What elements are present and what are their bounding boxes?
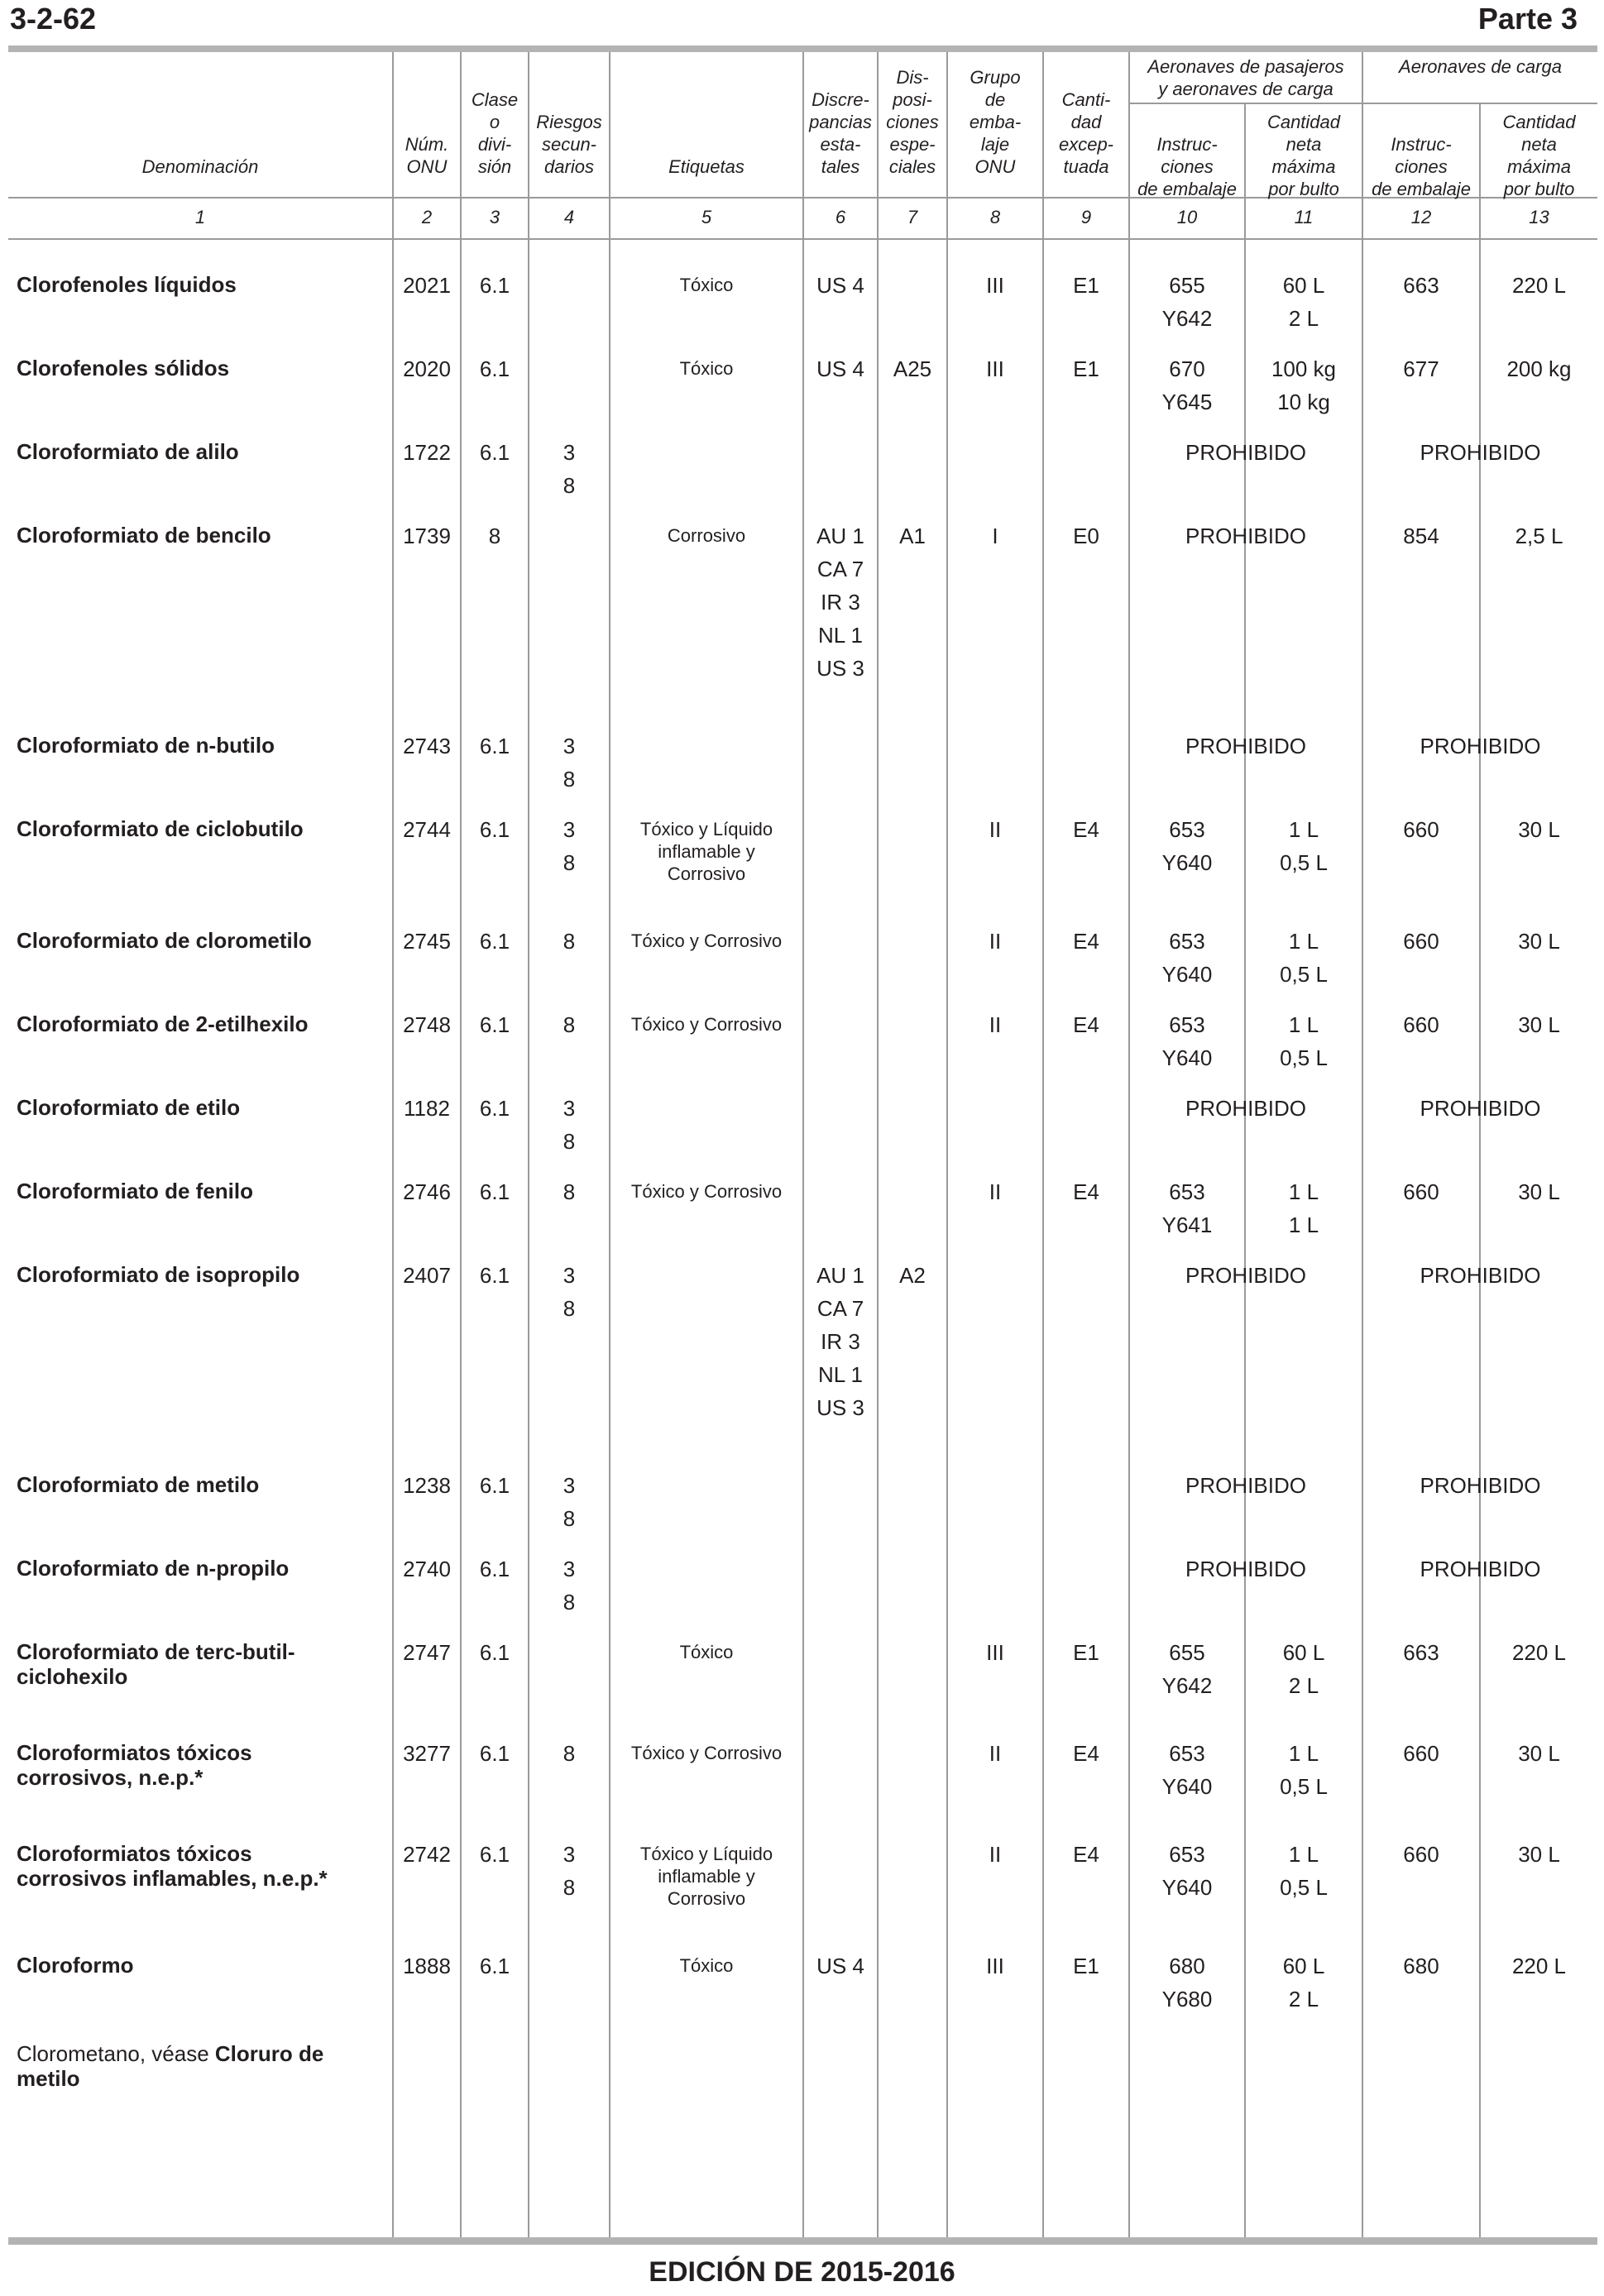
class-division: 6.1: [479, 356, 510, 381]
footer-edition: EDICIÓN DE 2015-2016: [649, 2256, 955, 2288]
un-number: 2744: [403, 817, 451, 842]
state-variations: AU 1 CA 7 IR 3 NL 1 US 3: [816, 1263, 864, 1420]
class-division: 6.1: [479, 817, 510, 842]
packing-group: III: [986, 273, 1004, 298]
packing-group: II: [989, 817, 1002, 842]
cargo-packing-instruction: 663: [1403, 1640, 1439, 1665]
hazard-labels: Tóxico y Corrosivo: [630, 1181, 783, 1202]
header-etiquetas: Etiquetas: [668, 156, 745, 177]
passenger-max-net-quantity: 60 L 2 L: [1282, 1640, 1325, 1698]
passenger-max-net-quantity: 1 L 0,5 L: [1280, 1842, 1328, 1900]
subsidiary-risks: 3 8: [563, 1557, 576, 1614]
cargo-packing-instruction: 660: [1403, 1012, 1439, 1037]
class-division: 6.1: [479, 929, 510, 954]
header-instrucciones-carga: Instruc- ciones de embalaje: [1372, 134, 1471, 199]
subsidiary-risks: 8: [563, 1012, 576, 1037]
cargo-max-net-quantity: 220 L: [1511, 273, 1567, 298]
class-division: 6.1: [479, 1640, 510, 1665]
subsidiary-risks: 3 8: [563, 1096, 576, 1154]
passenger-packing-instruction: 653 Y640: [1161, 817, 1213, 875]
cargo-prohibited: PROHIBIDO: [1420, 1096, 1541, 1121]
un-number: 2020: [403, 356, 451, 381]
cargo-prohibited: PROHIBIDO: [1420, 1263, 1541, 1288]
un-number: 1888: [403, 1954, 451, 1978]
header-grupo: Grupo de emba- laje ONU: [969, 67, 1022, 177]
cargo-max-net-quantity: 220 L: [1511, 1954, 1567, 1978]
cross-reference: [17, 2041, 323, 2091]
cargo-packing-instruction: 663: [1403, 273, 1439, 298]
passenger-packing-instruction: 653 Y640: [1161, 929, 1213, 987]
packing-group: III: [986, 1640, 1004, 1665]
cargo-packing-instruction: 660: [1403, 1741, 1439, 1766]
excepted-quantity: E1: [1073, 356, 1099, 381]
subsidiary-risks: 3 8: [563, 817, 576, 875]
excepted-quantity: E4: [1073, 1741, 1099, 1766]
substance-name: Cloroformiato de 2-etilhexilo: [17, 1012, 309, 1036]
state-variations: AU 1 CA 7 IR 3 NL 1 US 3: [816, 524, 864, 681]
cargo-prohibited: PROHIBIDO: [1420, 1557, 1541, 1581]
hazard-labels: Tóxico y Líquido inflamable y Corrosivo: [639, 819, 773, 884]
un-number: 1739: [403, 524, 451, 548]
passenger-prohibited: PROHIBIDO: [1185, 524, 1306, 548]
un-number: 2745: [403, 929, 451, 954]
hazard-labels: Tóxico: [679, 358, 734, 379]
packing-group: I: [992, 524, 998, 548]
cargo-packing-instruction: 677: [1403, 356, 1439, 381]
passenger-max-net-quantity: 1 L 0,5 L: [1280, 1741, 1328, 1799]
passenger-prohibited: PROHIBIDO: [1185, 1473, 1306, 1498]
un-number: 2746: [403, 1179, 451, 1204]
cargo-packing-instruction: 660: [1403, 817, 1439, 842]
column-number: 3: [489, 207, 500, 227]
subsidiary-risks: 3 8: [563, 1842, 576, 1900]
un-number: 1182: [404, 1096, 450, 1121]
header-denominacion: Denominación: [141, 156, 259, 177]
state-variations: US 4: [816, 1954, 864, 1978]
subsidiary-risks: 8: [563, 1741, 576, 1766]
substance-name: Cloroformiato de metilo: [17, 1472, 260, 1497]
substance-name: Cloroformiato de n-propilo: [17, 1556, 290, 1581]
bottom-rule: [8, 2237, 1597, 2245]
substance-name: Cloroformiato de bencilo: [17, 523, 271, 548]
cargo-packing-instruction: 854: [1403, 524, 1439, 548]
class-division: 6.1: [479, 1954, 510, 1978]
passenger-max-net-quantity: 1 L 1 L: [1288, 1179, 1319, 1237]
un-number: 1722: [403, 440, 451, 465]
passenger-packing-instruction: 680 Y680: [1161, 1954, 1213, 2011]
state-variations: US 4: [816, 356, 864, 381]
class-division: 6.1: [479, 1473, 510, 1498]
packing-group: III: [986, 1954, 1004, 1978]
hazard-labels: Corrosivo: [667, 525, 746, 546]
passenger-packing-instruction: 653 Y640: [1161, 1012, 1213, 1070]
un-number: 2407: [403, 1263, 451, 1288]
cargo-max-net-quantity: 30 L: [1518, 1012, 1560, 1037]
subsidiary-risks: 3 8: [563, 1473, 576, 1531]
hazard-labels: Tóxico y Líquido inflamable y Corrosivo: [639, 1844, 773, 1909]
substance-name: Cloroformo: [17, 1953, 134, 1978]
passenger-prohibited: PROHIBIDO: [1185, 440, 1306, 465]
substance-name: Cloroformiato de clorometilo: [17, 928, 312, 953]
header-disposiciones: Dis- posi- ciones espe- ciales: [886, 67, 939, 177]
column-number: 6: [835, 207, 846, 227]
substance-name: Cloroformiato de isopropilo: [17, 1262, 300, 1287]
excepted-quantity: E1: [1073, 1954, 1099, 1978]
special-provisions: A2: [899, 1263, 926, 1288]
hazard-labels: Tóxico y Corrosivo: [630, 930, 783, 951]
cargo-packing-instruction: 660: [1403, 1179, 1439, 1204]
un-number: 2740: [403, 1557, 451, 1581]
cargo-packing-instruction: 660: [1403, 1842, 1439, 1867]
excepted-quantity: E4: [1073, 817, 1099, 842]
hazard-labels: Tóxico: [679, 275, 734, 295]
cargo-packing-instruction: 680: [1403, 1954, 1439, 1978]
page-number: 3-2-62: [10, 2, 97, 36]
subsidiary-risks: 8: [563, 1179, 576, 1204]
column-number: 9: [1080, 207, 1092, 227]
passenger-prohibited: PROHIBIDO: [1185, 1557, 1306, 1581]
substance-name: Cloroformiato de alilo: [17, 439, 239, 464]
substance-name: Cloroformiato de fenilo: [17, 1179, 253, 1203]
header-riesgos: Riesgos secun- darios: [536, 112, 602, 177]
passenger-packing-instruction: 655 Y642: [1161, 1640, 1213, 1698]
cargo-prohibited: PROHIBIDO: [1420, 1473, 1541, 1498]
substance-name: Cloroformiato de n-butilo: [17, 733, 275, 758]
cargo-max-net-quantity: 2,5 L: [1515, 524, 1563, 548]
class-division: 6.1: [479, 1557, 510, 1581]
passenger-packing-instruction: 653 Y640: [1161, 1741, 1213, 1799]
header-aeronaves-pasajeros: Aeronaves de pasajeros y aeronaves de carga: [1147, 56, 1344, 99]
subsidiary-risks: 8: [563, 929, 576, 954]
column-number: 7: [907, 207, 918, 227]
packing-group: III: [986, 356, 1004, 381]
substance-name: Clorofenoles líquidos: [17, 272, 237, 297]
passenger-max-net-quantity: 60 L 2 L: [1282, 273, 1325, 331]
excepted-quantity: E1: [1073, 273, 1099, 298]
part-label: Parte 3: [1477, 2, 1578, 36]
column-number: 1: [194, 207, 206, 227]
passenger-packing-instruction: 653 Y640: [1161, 1842, 1213, 1900]
column-number: 4: [563, 207, 575, 227]
header-clase: Clase o divi- sión: [471, 89, 519, 177]
excepted-quantity: E4: [1073, 1179, 1099, 1204]
un-number: 2748: [403, 1012, 451, 1037]
passenger-max-net-quantity: 1 L 0,5 L: [1280, 1012, 1328, 1070]
class-division: 6.1: [479, 1179, 510, 1204]
cargo-max-net-quantity: 30 L: [1518, 1842, 1560, 1867]
subsidiary-risks: 3 8: [563, 1263, 576, 1321]
passenger-prohibited: PROHIBIDO: [1185, 1096, 1306, 1121]
cargo-max-net-quantity: 30 L: [1518, 817, 1560, 842]
packing-group: II: [989, 1012, 1002, 1037]
special-provisions: A1: [899, 524, 926, 548]
class-division: 6.1: [479, 273, 510, 298]
cargo-max-net-quantity: 200 kg: [1506, 356, 1572, 381]
cargo-max-net-quantity: 30 L: [1518, 1179, 1560, 1204]
class-division: 6.1: [479, 1842, 510, 1867]
passenger-prohibited: PROHIBIDO: [1185, 734, 1306, 758]
excepted-quantity: E4: [1073, 929, 1099, 954]
packing-group: II: [989, 1741, 1002, 1766]
column-number: 12: [1410, 207, 1432, 227]
passenger-max-net-quantity: 1 L 0,5 L: [1280, 817, 1328, 875]
column-number: 2: [421, 207, 433, 227]
cross-reference-link[interactable]: Cloruro de metilo: [17, 2041, 324, 2091]
passenger-max-net-quantity: 100 kg 10 kg: [1271, 356, 1337, 414]
header-discrepancias: Discre- pancias esta- tales: [809, 89, 872, 177]
hazard-labels: Tóxico: [679, 1642, 734, 1662]
subsidiary-risks: 3 8: [563, 734, 576, 792]
column-number: 5: [701, 207, 712, 227]
class-division: 6.1: [479, 1263, 510, 1288]
column-number: 10: [1176, 207, 1198, 227]
class-division: 6.1: [479, 440, 510, 465]
un-number: 1238: [403, 1473, 451, 1498]
passenger-packing-instruction: 653 Y641: [1161, 1179, 1213, 1237]
header-cantidad-exceptuada: Canti- dad excep- tuada: [1058, 89, 1114, 177]
class-division: 6.1: [479, 734, 510, 758]
header-instrucciones-pasajeros: Instruc- ciones de embalaje: [1137, 134, 1237, 199]
substance-name: Cloroformiatos tóxicos corrosivos inflamables, n.e.p.*: [17, 1841, 328, 1891]
cargo-max-net-quantity: 220 L: [1511, 1640, 1567, 1665]
substance-name: Cloroformiato de terc-butil- ciclohexilo: [17, 1639, 295, 1689]
substance-name: Cloroformiato de ciclobutilo: [17, 816, 304, 841]
passenger-max-net-quantity: 1 L 0,5 L: [1280, 929, 1328, 987]
special-provisions: A25: [893, 356, 932, 381]
header-cantidad-pasajeros: Cantidad neta máxima por bulto: [1266, 112, 1341, 199]
class-division: 8: [488, 524, 501, 548]
substance-name: Cloroformiatos tóxicos corrosivos, n.e.p.*: [17, 1740, 252, 1790]
passenger-packing-instruction: 670 Y645: [1161, 356, 1213, 414]
un-number: 2742: [403, 1842, 451, 1867]
un-number: 2743: [403, 734, 451, 758]
header-num-onu: Núm. ONU: [405, 134, 449, 177]
un-number: 2747: [403, 1640, 451, 1665]
state-variations: US 4: [816, 273, 864, 298]
header-cantidad-carga: Cantidad neta máxima por bulto: [1502, 112, 1576, 199]
packing-group: II: [989, 1842, 1002, 1867]
passenger-max-net-quantity: 60 L 2 L: [1282, 1954, 1325, 2011]
substance-name: Cloroformiato de etilo: [17, 1095, 241, 1120]
hazard-labels: Tóxico: [679, 1955, 734, 1976]
column-number: 11: [1294, 207, 1314, 227]
packing-group: II: [989, 1179, 1002, 1204]
cargo-packing-instruction: 660: [1403, 929, 1439, 954]
column-number: 13: [1529, 207, 1549, 227]
cargo-prohibited: PROHIBIDO: [1420, 734, 1541, 758]
top-rule: [8, 45, 1597, 52]
header-aeronaves-carga: Aeronaves de carga: [1399, 56, 1562, 77]
class-division: 6.1: [479, 1096, 510, 1121]
class-division: 6.1: [479, 1012, 510, 1037]
substance-name: Clorofenoles sólidos: [17, 356, 230, 380]
cross-reference-prefix: Clorometano, véase: [17, 2041, 215, 2066]
excepted-quantity: E1: [1073, 1640, 1099, 1665]
cargo-max-net-quantity: 30 L: [1518, 929, 1560, 954]
class-division: 6.1: [479, 1741, 510, 1766]
packing-group: II: [989, 929, 1002, 954]
subsidiary-risks: 3 8: [563, 440, 576, 498]
excepted-quantity: E0: [1073, 524, 1099, 548]
hazard-labels: Tóxico y Corrosivo: [630, 1014, 783, 1035]
hazard-labels: Tóxico y Corrosivo: [630, 1743, 783, 1763]
column-number: 8: [989, 207, 1001, 227]
passenger-packing-instruction: 655 Y642: [1161, 273, 1213, 331]
excepted-quantity: E4: [1073, 1012, 1099, 1037]
un-number: 3277: [403, 1741, 451, 1766]
excepted-quantity: E4: [1073, 1842, 1099, 1867]
un-number: 2021: [403, 273, 451, 298]
passenger-prohibited: PROHIBIDO: [1185, 1263, 1306, 1288]
cargo-max-net-quantity: 30 L: [1518, 1741, 1560, 1766]
cargo-prohibited: PROHIBIDO: [1420, 440, 1541, 465]
